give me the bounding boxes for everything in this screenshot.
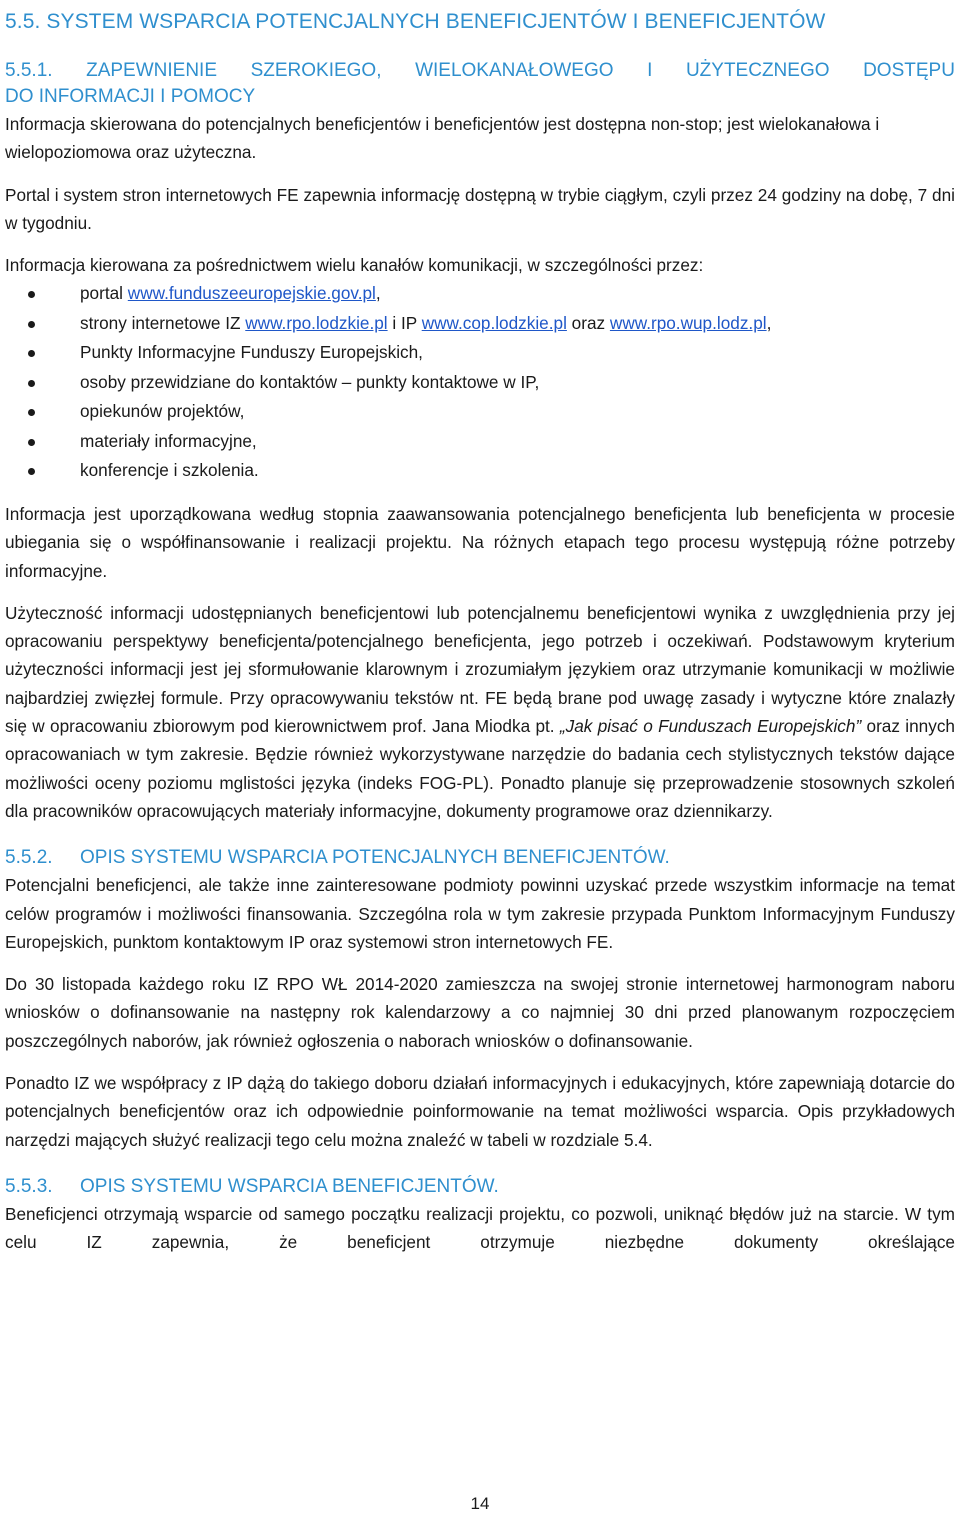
heading-word: DOSTĘPU bbox=[863, 60, 955, 81]
heading-word: UŻYTECZNEGO bbox=[685, 60, 830, 81]
heading-word: SZEROKIEGO, bbox=[250, 60, 382, 81]
list-item: portal www.funduszeeuropejskie.gov.pl, bbox=[5, 279, 955, 309]
document-page bbox=[5, 0, 955, 1257]
heading-word: I bbox=[647, 60, 653, 81]
paragraph: Użyteczność informacji udostępnianych beneficjentowi lub potencjalnemu beneficjentowi wynika z uwzględnienia przy jej opracowaniu perspektywy beneficjenta/potencjalnego beneficjenta, jego potrzeb i oczekiwań. Podstawowym kryterium użyteczności informacji jest jej sformułowanie klarownym i zrozumiałym językiem oraz utrzymanie komunikacji w możliwie najbardziej zwięzłej formule. Przy opracowywaniu tekstów nt. FE będą brane pod uwagę zasady i wytyczne które znalazły się w opracowaniu zbiorowym pod kierownictwem prof. Jana Miodka pt. „Jak pisać o Funduszach Europejskich” oraz innych opracowaniach w tym zakresie. Będzie również wykorzystywane narzędzie do badania cech stylistycznych tekstów dające możliwości oceny poziomu mglistości języka (indeks FOG-PL). Ponadto planuje się przeprowadzenie stosownych szkoleń dla pracowników opracowujących materiały informacyjne, dokumenty programowe oraz dziennikarzy. bbox=[5, 602, 955, 821]
paragraph: Portal i system stron internetowych FE zapewnia informację dostępną w trybie ciągłym, czyli przez 24 godziny na dobę, 7 dni w tygodniu. bbox=[5, 184, 955, 233]
heading-word: WIELOKANAŁOWEGO bbox=[415, 60, 614, 81]
list-item: Punkty Informacyjne Funduszy Europejskich, bbox=[5, 338, 955, 368]
paragraph: Do 30 listopada każdego roku IZ RPO WŁ 2014-2020 zamieszcza na swojej stronie internetowej harmonogram naboru wniosków o dofinansowanie na następny rok kalendarzowy a co najmniej 30 dni przed planowanym rozpoczęciem poszczególnych naborów, jak również ogłoszenia o naborach wniosków o dofinansowanie. bbox=[5, 974, 955, 1051]
rpo-wup-lodz-link[interactable]: www.rpo.wup.lodz.pl bbox=[609, 312, 767, 333]
heading-number: 5.5.1. bbox=[5, 60, 53, 81]
channel-list bbox=[5, 279, 955, 486]
paragraph: Informacja jest uporządkowana według stopnia zaawansowania potencjalnego beneficjenta lub beneficjenta w procesie ubiegania się o współfinansowanie i realizacji projektu. Na różnych etapach tego procesu występują różne potrzeby informacyjne. bbox=[5, 503, 955, 581]
paragraph: Informacja kierowana za pośrednictwem wielu kanałów komunikacji, w szczególności przez: bbox=[5, 255, 704, 276]
subsection-heading-5-5-3: 5.5.3. OPIS SYSTEMU WSPARCIA BENEFICJENTÓW. bbox=[5, 1175, 499, 1197]
list-item: osoby przewidziane do kontaktów – punkty kontaktowe w IP, bbox=[5, 368, 955, 398]
rpo-lodzkie-link[interactable]: www.rpo.lodzkie.pl bbox=[245, 312, 388, 333]
list-item: strony internetowe IZ www.rpo.lodzkie.pl i IP www.cop.lodzkie.pl oraz www.rpo.wup.lodz.pl, bbox=[5, 309, 955, 339]
list-item: opiekunów projektów, bbox=[5, 397, 955, 427]
list-item: materiały informacyjne, bbox=[5, 427, 955, 457]
section-heading-5-5: 5.5. SYSTEM WSPARCIA POTENCJALNYCH BENEFICJENTÓW I BENEFICJENTÓW bbox=[5, 10, 826, 33]
heading-line-1 bbox=[5, 58, 955, 84]
subsection-heading-5-5-2: 5.5.2. OPIS SYSTEMU WSPARCIA POTENCJALNYCH BENEFICJENTÓW. bbox=[5, 847, 670, 869]
paragraph: Ponadto IZ we współpracy z IP dążą do takiego doboru działań informacyjnych i edukacyjnych, które zapewniają dotarcie do potencjalnych beneficjentów oraz ich odpowiednie poinformowanie na temat możliwości wsparcia. Opis przykładowych narzędzi mających służyć realizacji tego celu można znaleźć w tabeli w rozdziale 5.4. bbox=[5, 1073, 955, 1150]
paragraph: Beneficjenci otrzymają wsparcie od samego początku realizacji projektu, co pozwoli, uniknąć błędów już na starcie. W tym celu IZ zapewnia, że beneficjent otrzymuje niezbędne dokumenty określające bbox=[5, 1203, 955, 1253]
page-number: 14 bbox=[470, 1494, 490, 1513]
paragraph: Potencjalni beneficjenci, ale także inne zainteresowane podmioty powinni uzyskać przede wszystkim informacje na temat celów programów i możliwości finansowania. Szczególna rola w tym zakresie przypada Punktom Informacyjnym Funduszy Europejskich, punktom kontaktowym IP oraz systemowi stron internetowych FE. bbox=[5, 875, 955, 952]
cop-lodzkie-link[interactable]: www.cop.lodzkie.pl bbox=[421, 312, 567, 333]
subsection-heading-5-5-1 bbox=[5, 58, 955, 110]
paragraph: Informacja skierowana do potencjalnych beneficjentów i beneficjentów jest dostępna non-stop; jest wielokanałowa i wielopoziomowa oraz użyteczna. bbox=[5, 114, 880, 163]
funduszeeuropejskie-link[interactable]: www.funduszeeuropejskie.gov.pl bbox=[127, 283, 376, 304]
heading-line-2: DO INFORMACJI I POMOCY bbox=[5, 86, 256, 107]
book-title: „Jak pisać o Funduszach Europejskich” bbox=[559, 716, 862, 737]
list-item: konferencje i szkolenia. bbox=[5, 456, 955, 486]
heading-word: ZAPEWNIENIE bbox=[86, 60, 218, 81]
